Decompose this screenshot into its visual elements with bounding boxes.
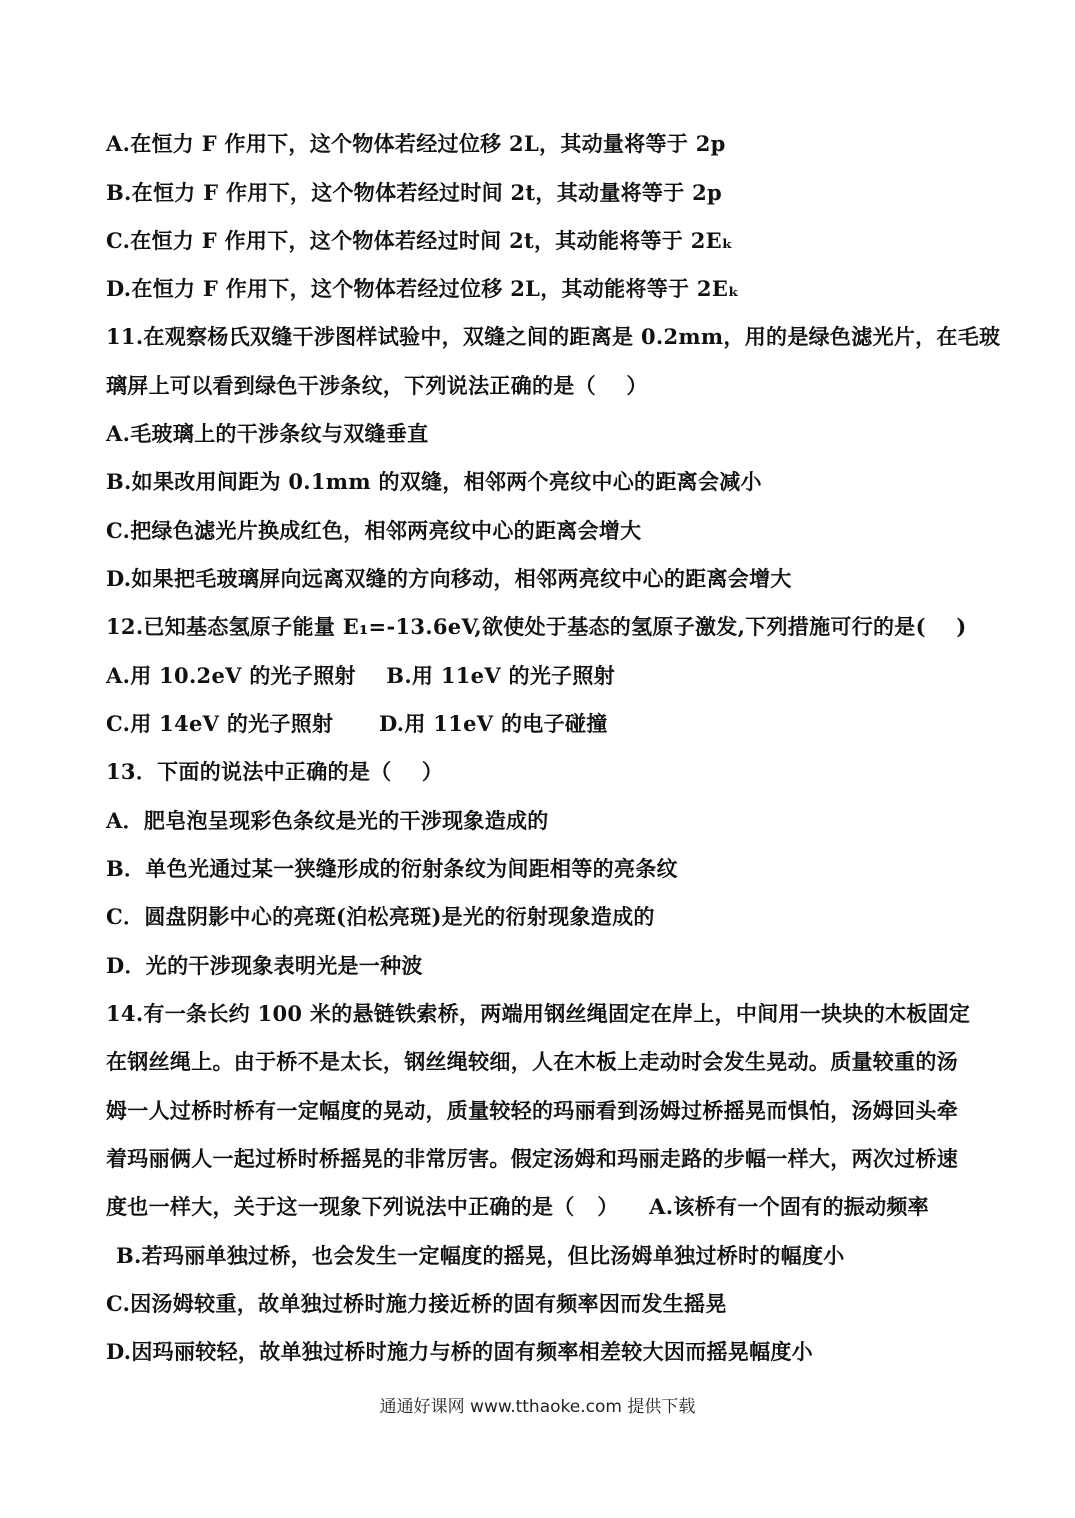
q10-option-d: D.在恒力 F 作用下，这个物体若经过位移 2L，其动能将等于 2Eₖ [106, 276, 740, 301]
q13-option-b: B．单色光通过某一狭缝形成的衍射条纹为间距相等的亮条纹 [106, 856, 678, 881]
q11-option-d: D.如果把毛玻璃屏向远离双缝的方向移动，相邻两亮纹中心的距离会增大 [106, 566, 792, 591]
q10-option-b: B.在恒力 F 作用下，这个物体若经过时间 2t，其动量将等于 2p [106, 180, 723, 205]
q10-option-a: A.在恒力 F 作用下，这个物体若经过位移 2L，其动量将等于 2p [106, 131, 726, 156]
q14-stem-line-1: 14.有一条长约 100 米的悬链铁索桥，两端用钢丝绳固定在岸上，中间用一块块的木板固定 [106, 1001, 971, 1026]
q14-stem-line-2: 在钢丝绳上。由于桥不是太长，钢丝绳较细，人在木板上走动时会发生晃动。质量较重的汤 [106, 1049, 958, 1074]
q11-stem-line-2: 璃屏上可以看到绿色干涉条纹，下列说法正确的是（ ） [106, 373, 648, 398]
q11-stem-line-1: 11.在观察杨氏双缝干涉图样试验中，双缝之间的距离是 0.2mm，用的是绿色滤光片，在毛玻 [106, 324, 1001, 349]
q11-option-b: B.如果改用间距为 0.1mm 的双缝，相邻两个亮纹中心的距离会减小 [106, 469, 762, 494]
q10-option-c: C.在恒力 F 作用下，这个物体若经过时间 2t，其动能将等于 2Eₖ [106, 228, 734, 253]
q13-option-d: D．光的干涉现象表明光是一种波 [106, 953, 423, 978]
q13-option-a: A．肥皂泡呈现彩色条纹是光的干涉现象造成的 [106, 808, 549, 833]
q12-options-cd: C.用 14eV 的光子照射 D.用 11eV 的电子碰撞 [106, 711, 608, 736]
q12-stem: 12.已知基态氢原子能量 E₁=-13.6eV,欲使处于基态的氢原子激发,下列措施可行的是( ) [106, 614, 967, 639]
q14-option-c: C.因汤姆较重，故单独过桥时施力接近桥的固有频率因而发生摇晃 [106, 1291, 727, 1316]
q11-option-c: C.把绿色滤光片换成红色，相邻两亮纹中心的距离会增大 [106, 518, 642, 543]
q13-option-c: C．圆盘阴影中心的亮斑(泊松亮斑)是光的衍射现象造成的 [106, 904, 655, 929]
q14-stem-line-5-option-a: 度也一样大，关于这一现象下列说法中正确的是（ ） A.该桥有一个固有的振动频率 [106, 1194, 929, 1219]
q12-options-ab: A.用 10.2eV 的光子照射 B.用 11eV 的光子照射 [106, 663, 616, 688]
q14-stem-line-4: 着玛丽俩人一起过桥时桥摇晃的非常厉害。假定汤姆和玛丽走路的步幅一样大，两次过桥速 [106, 1146, 958, 1171]
q14-option-b: B.若玛丽单独过桥，也会发生一定幅度的摇晃，但比汤姆单独过桥时的幅度小 [116, 1243, 845, 1268]
q11-option-a: A.毛玻璃上的干涉条纹与双缝垂直 [106, 421, 429, 446]
q13-stem: 13．下面的说法中正确的是（ ） [106, 759, 444, 784]
page-footer: 通通好课网 www.tthaoke.com 提供下载 [379, 1397, 696, 1417]
q14-stem-line-3: 姆一人过桥时桥有一定幅度的晃动，质量较轻的玛丽看到汤姆过桥摇晃而惧怕，汤姆回头牵 [106, 1098, 958, 1123]
q14-option-d: D.因玛丽较轻，故单独过桥时施力与桥的固有频率相差较大因而摇晃幅度小 [106, 1339, 813, 1364]
